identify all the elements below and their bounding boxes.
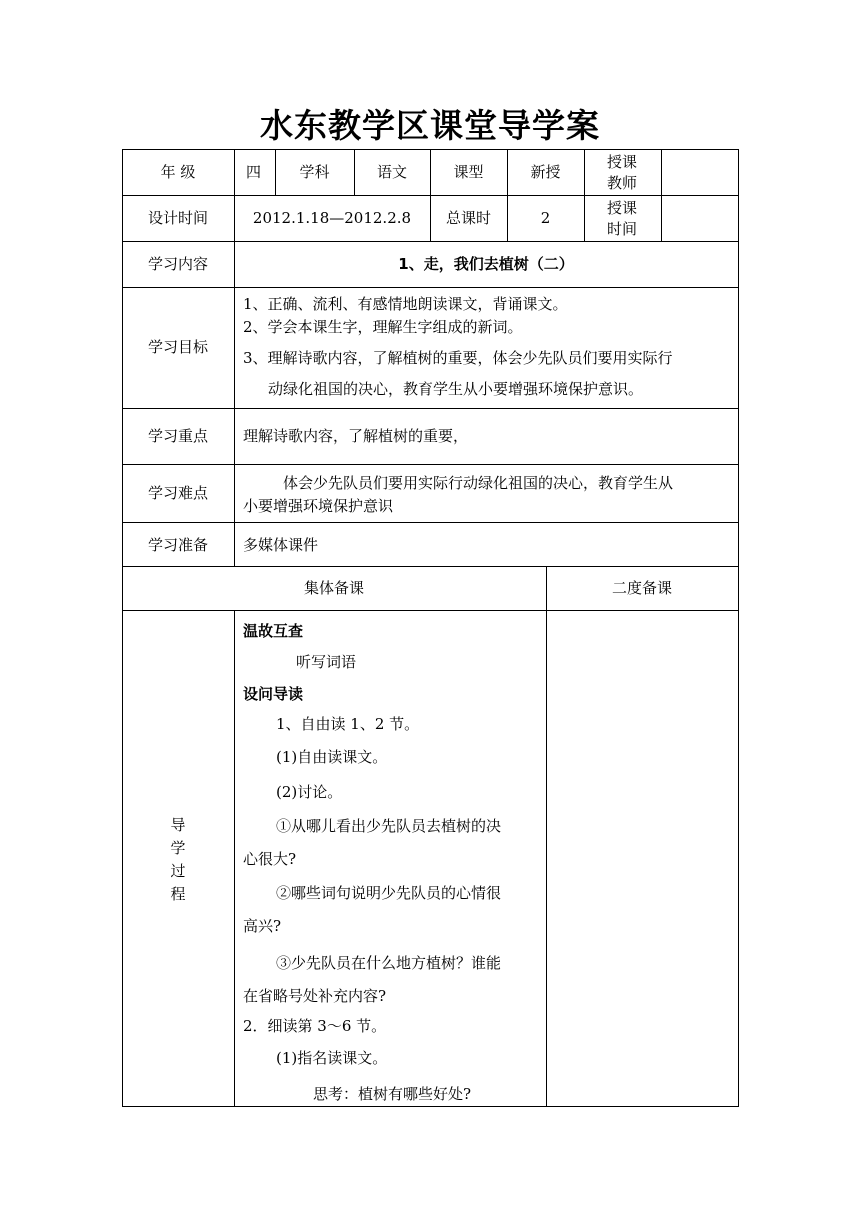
process-line: 心很大? bbox=[243, 850, 297, 868]
collective-prep-header: 集体备课 bbox=[303, 579, 364, 597]
goal-item: 3、理解诗歌内容，了解植树的重要，体会少先队员们要用实际行 bbox=[243, 349, 673, 367]
focus-value: 理解诗歌内容，了解植树的重要， bbox=[243, 427, 469, 445]
goals-label: 学习目标 bbox=[147, 338, 208, 356]
process-line: ②哪些词句说明少先队员的心情很 bbox=[276, 884, 502, 902]
process-line: 在省略号处补充内容? bbox=[243, 987, 387, 1005]
difficulty-label: 学习难点 bbox=[147, 484, 208, 502]
secondary-prep-header: 二度备课 bbox=[611, 579, 672, 597]
difficulty-line2: 小要增强环境保护意识 bbox=[243, 497, 394, 515]
grade-value: 四 bbox=[246, 163, 262, 181]
lesson-type-value: 新授 bbox=[530, 163, 561, 181]
process-line: 1、自由读 1、2 节。 bbox=[276, 715, 420, 733]
process-label-char: 学 bbox=[170, 839, 186, 857]
process-line: (1)自由读课文。 bbox=[276, 748, 388, 766]
lesson-type-label: 课型 bbox=[453, 163, 484, 181]
teacher-label-line1: 授课 bbox=[607, 153, 638, 171]
process-label-char: 过 bbox=[170, 862, 186, 880]
content-label: 学习内容 bbox=[147, 255, 208, 273]
process-line: 2．细读第 3～6 节。 bbox=[243, 1017, 387, 1035]
process-line: (1)指名读课文。 bbox=[276, 1049, 388, 1067]
prep-value: 多媒体课件 bbox=[243, 536, 319, 554]
difficulty-line1: 体会少先队员们要用实际行动绿化祖国的决心，教育学生从 bbox=[283, 474, 674, 492]
page-title: 水东教学区课堂导学案 bbox=[260, 106, 600, 145]
process-line: ①从哪儿看出少先队员去植树的决 bbox=[276, 817, 502, 835]
goal-item: 动绿化祖国的决心，教育学生从小要增强环境保护意识。 bbox=[268, 380, 644, 398]
class-time-label-line2: 时间 bbox=[607, 220, 638, 238]
class-time-label-line1: 授课 bbox=[607, 199, 638, 217]
review-heading: 温故互查 bbox=[243, 622, 304, 640]
subject-value: 语文 bbox=[376, 163, 407, 181]
process-label-char: 导 bbox=[170, 816, 186, 834]
review-item: 听写词语 bbox=[296, 653, 357, 671]
prep-label: 学习准备 bbox=[147, 536, 208, 554]
guide-heading: 设问导读 bbox=[243, 685, 304, 703]
grade-label: 年 级 bbox=[160, 163, 196, 181]
process-line: 高兴? bbox=[243, 917, 282, 935]
total-hours-value: 2 bbox=[540, 209, 551, 227]
teacher-label-line2: 教师 bbox=[607, 174, 638, 192]
process-line: ③少先队员在什么地方植树？谁能 bbox=[276, 954, 502, 972]
content-value: 1、走，我们去植树（二） bbox=[398, 255, 574, 273]
process-line: 思考：植树有哪些好处? bbox=[313, 1085, 472, 1103]
focus-label: 学习重点 bbox=[147, 427, 208, 445]
total-hours-label: 总课时 bbox=[445, 209, 491, 227]
design-time-value: 2012.1.18—2012.2.8 bbox=[252, 209, 412, 227]
process-label-char: 程 bbox=[170, 885, 186, 903]
goal-item: 1、正确、流利、有感情地朗读课文，背诵课文。 bbox=[243, 295, 568, 313]
subject-label: 学科 bbox=[299, 163, 330, 181]
design-time-label: 设计时间 bbox=[147, 209, 208, 227]
goal-item: 2、学会本课生字，理解生字组成的新词。 bbox=[243, 318, 523, 336]
process-line: (2)讨论。 bbox=[276, 783, 343, 801]
